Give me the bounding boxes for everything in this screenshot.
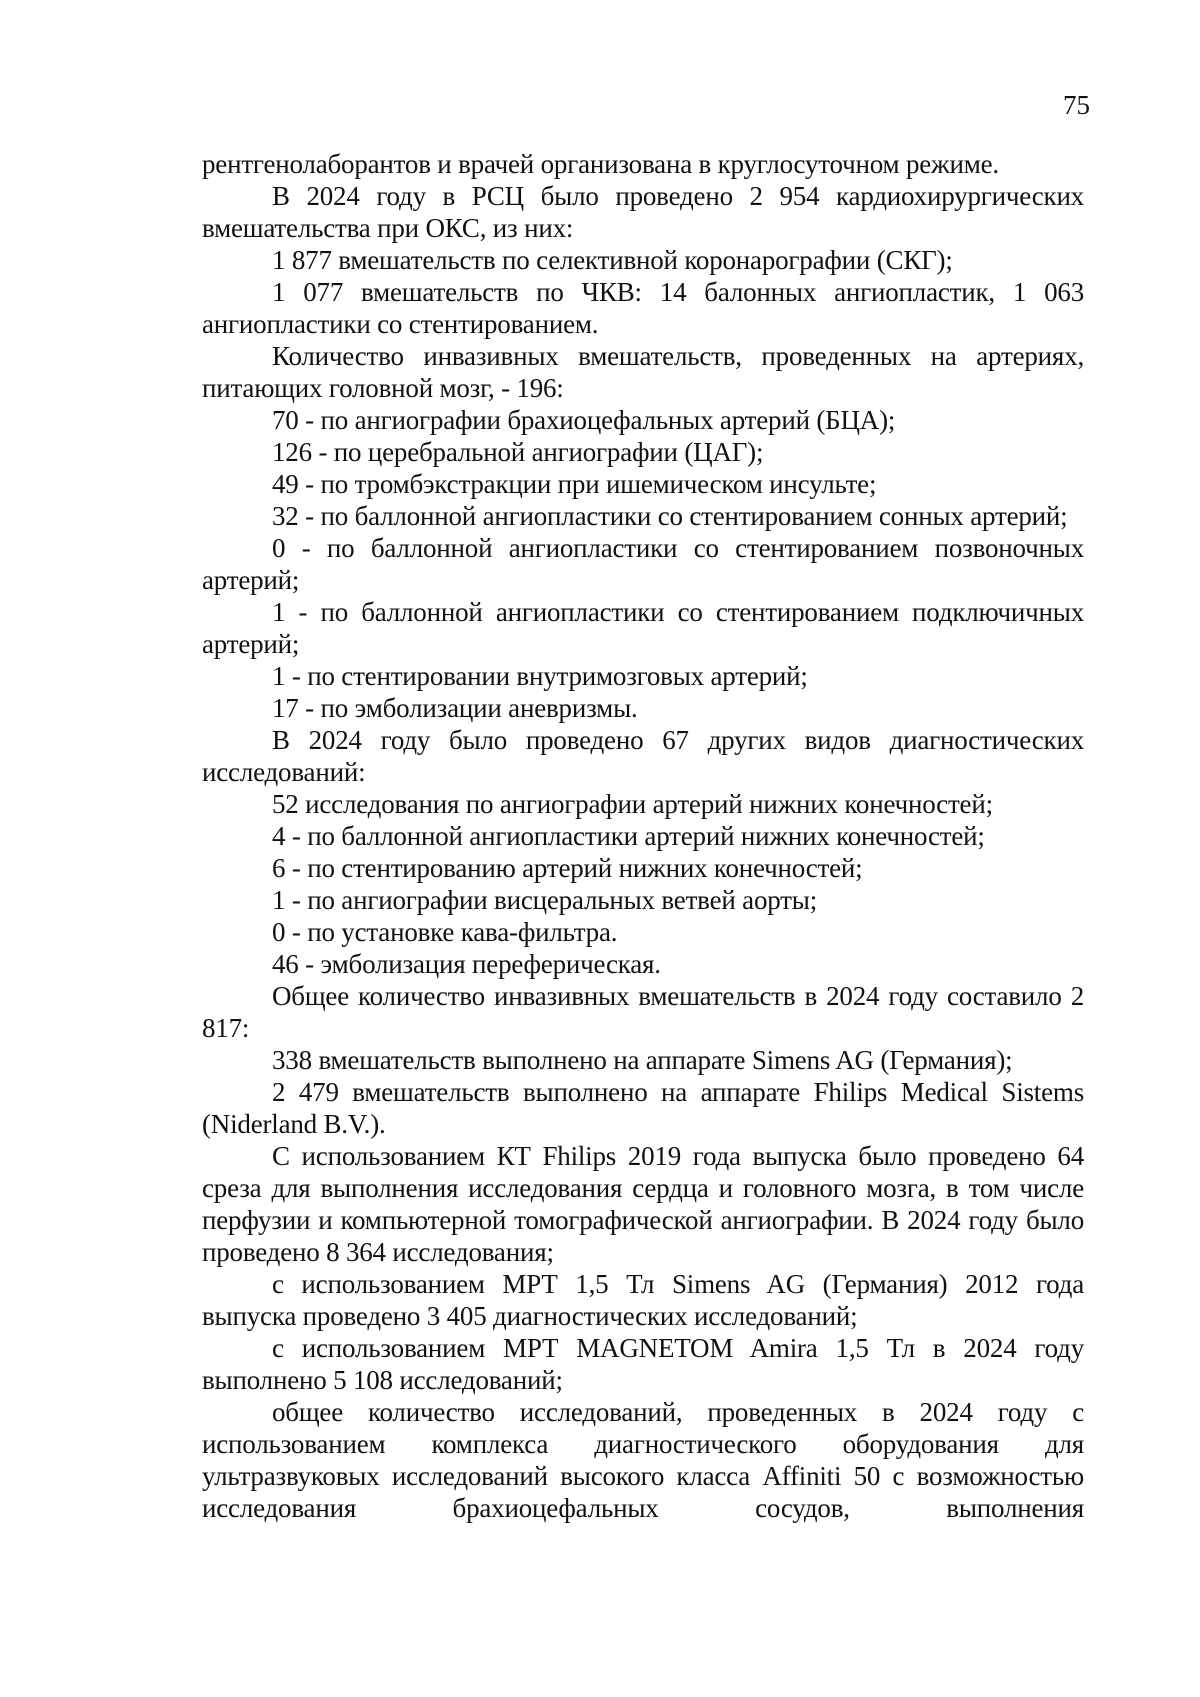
paragraph-brain-arteries: Количество инвазивных вмешательств, проведенных на артериях, питающих головной мозг, - 196: bbox=[202, 341, 1084, 403]
document-body bbox=[202, 148, 1084, 1524]
list-item-bca: 70 - по ангиографии брахиоцефальных артерий (БЦА); bbox=[272, 405, 896, 435]
list-item-cava-filter: 0 - по установке кава-фильтра. bbox=[272, 917, 618, 947]
list-item-fhilips: 2 479 вмешательств выполнено на аппарате Fhilips Medical Sistems (Niderland B.V.). bbox=[202, 1077, 1084, 1139]
paragraph-ct: С использованием КТ Fhilips 2019 года выпуска было проведено 64 среза для выполнения исследования сердца и головного мозга, в том числе перфузии и компьютерной томографической ангиографии. В 2024 году было проведено 8 364 исследования; bbox=[202, 1141, 1084, 1267]
paragraph-total-invasive: Общее количество инвазивных вмешательств в 2024 году составило 2 817: bbox=[202, 981, 1084, 1043]
list-item-aneurysm: 17 - по эмболизации аневризмы. bbox=[272, 693, 638, 723]
paragraph-skg: 1 877 вмешательств по селективной коронарографии (СКГ); bbox=[272, 245, 953, 275]
list-item-cag: 126 - по церебральной ангиографии (ЦАГ); bbox=[272, 437, 764, 467]
list-item-embolization: 46 - эмболизация переферическая. bbox=[272, 949, 661, 979]
list-item-vertebral: 0 - по баллонной ангиопластики со стентированием позвоночных артерий; bbox=[202, 533, 1084, 595]
list-item-subclavian: 1 - по баллонной ангиопластики со стентированием подключичных артерий; bbox=[202, 597, 1084, 659]
paragraph-continuation: рентгенолаборантов и врачей организована в круглосуточном режиме. bbox=[202, 149, 999, 179]
paragraph-mrt-simens: с использованием МРТ 1,5 Тл Simens AG (Германия) 2012 года выпуска проведено 3 405 диагностических исследований; bbox=[202, 1269, 1084, 1331]
page-number: 75 bbox=[1063, 90, 1090, 120]
list-item-intracerebral: 1 - по стентировании внутримозговых артерий; bbox=[272, 661, 808, 691]
paragraph-rsc-summary: В 2024 году в РСЦ было проведено 2 954 кардиохирургических вмешательства при ОКС, из них: bbox=[202, 181, 1084, 243]
list-item-carotid: 32 - по баллонной ангиопластики со стентированием сонных артерий; bbox=[272, 501, 1068, 531]
list-item-thrombectomy: 49 - по тромбэкстракции при ишемическом инсульте; bbox=[272, 469, 877, 499]
list-item-lower-limb-angiography: 52 исследования по ангиографии артерий нижних конечностей; bbox=[272, 789, 993, 819]
paragraph-pci: 1 077 вмешательств по ЧКВ: 14 балонных ангиопластик, 1 063 ангиопластики со стентированием. bbox=[202, 277, 1084, 339]
paragraph-mrt-magnetom: с использованием МРТ MAGNETOM Amira 1,5 Тл в 2024 году выполнено 5 108 исследований; bbox=[202, 1333, 1084, 1395]
list-item-visceral: 1 - по ангиографии висцеральных ветвей аорты; bbox=[272, 885, 818, 915]
list-item-simens: 338 вмешательств выполнено на аппарате Simens AG (Германия); bbox=[272, 1045, 1013, 1075]
paragraph-ultrasound: общее количество исследований, проведенных в 2024 году с использованием комплекса диагностического оборудования для ультразвуковых исследований высокого класса Affiniti 50 с возможностью исследования брахиоцефальных сосудов, выполнения bbox=[202, 1397, 1084, 1523]
list-item-lower-limb-stenting: 6 - по стентированию артерий нижних конечностей; bbox=[272, 853, 863, 883]
paragraph-other-diagnostics: В 2024 году было проведено 67 других видов диагностических исследований: bbox=[202, 725, 1084, 787]
list-item-lower-limb-angioplasty: 4 - по баллонной ангиопластики артерий нижних конечностей; bbox=[272, 821, 985, 851]
